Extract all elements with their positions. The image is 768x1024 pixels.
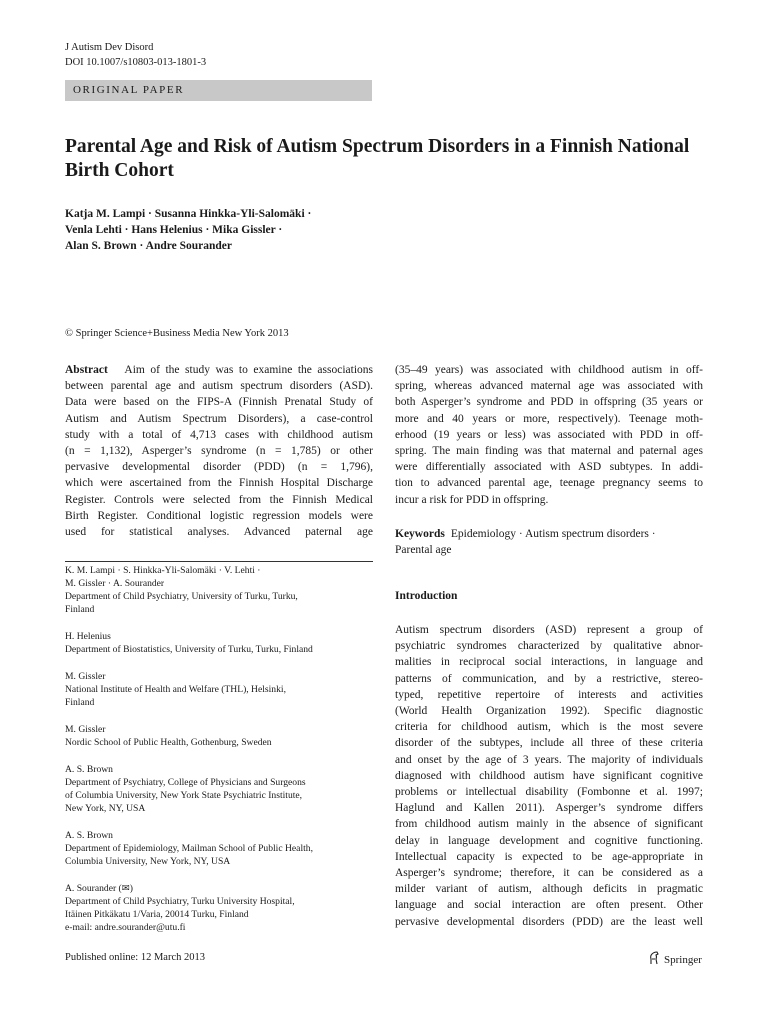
intro-line: Intellectual capacity is expected to be age-appropriate in: [395, 850, 703, 863]
affiliation-line: Finland: [65, 604, 95, 615]
paper-title: Parental Age and Risk of Autism Spectrum Disorders in a Finnish National Birth Cohort: [65, 136, 690, 181]
affiliation-line: M. Gissler: [65, 671, 106, 682]
affiliation-line: New York, NY, USA: [65, 803, 146, 814]
intro-line: Asperger’s syndrome; therefore, it can be considered as a: [395, 867, 703, 880]
affiliation-block: [65, 564, 373, 616]
abstract-line: spring. The main finding was that maternal and paternal ages: [395, 445, 703, 458]
affiliation-line: H. Helenius: [65, 631, 111, 642]
intro-line: psychiatric syndromes characterized by qualitative abnor-: [395, 640, 703, 653]
affiliation-block: [65, 630, 373, 656]
keywords-line: Parental age: [395, 544, 452, 557]
journal-name: J Autism Dev Disord: [65, 42, 154, 53]
affiliation-line: M. Gissler: [65, 724, 106, 735]
intro-line: Autism spectrum disorders (ASD) represent a group of: [395, 624, 703, 636]
affiliation-block: [65, 763, 373, 815]
intro-line: language and social interaction are often present. Other: [395, 899, 703, 912]
affiliation-line: Department of Epidemiology, Mailman School of Public Health,: [65, 843, 313, 854]
affiliation-line: Columbia University, New York, NY, USA: [65, 856, 231, 867]
affiliation-line: Nordic School of Public Health, Gothenburg, Sweden: [65, 737, 272, 748]
affiliation-line: of Columbia University, New York State Psychiatric Institute,: [65, 790, 303, 801]
abstract-line: Data were based on the FIPS-A (Finnish Prenatal Study of: [65, 396, 373, 409]
keywords-line: Epidemiology · Autism spectrum disorders ·: [450, 528, 656, 540]
article-type-banner: [65, 80, 372, 101]
affiliation-line: Finland: [65, 697, 95, 708]
affiliation-divider: [65, 561, 373, 562]
abstract-line: both Asperger’s syndrome and PDD in offspring (35 years or: [395, 396, 703, 409]
author-line: Alan S. Brown · Andre Sourander: [65, 240, 233, 252]
intro-line: patterns of communication, and by a restrictive, stereo-: [395, 672, 703, 685]
affiliation-line: A. Sourander (✉): [65, 883, 133, 894]
affiliation-line: A. S. Brown: [65, 764, 113, 775]
intro-line: delay in language development and cognitive functioning.: [395, 834, 703, 847]
affiliation-block: [65, 670, 373, 709]
affiliation-block: [65, 723, 373, 749]
abstract-line: spring, whereas advanced maternal age was associated with: [395, 380, 703, 393]
published-date: Published online: 12 March 2013: [65, 952, 205, 963]
abstract-line: used for statistical analyses. Advanced paternal age: [65, 526, 373, 539]
author-line: Katja M. Lampi · Susanna Hinkka-Yli-Salomäki ·: [65, 208, 312, 220]
affiliation-line: K. M. Lampi · S. Hinkka-Yli-Salomäki · V. Lehti ·: [65, 565, 261, 576]
affiliation-line: National Institute of Health and Welfare (THL), Helsinki,: [65, 684, 286, 695]
doi-text[interactable]: DOI 10.1007/s10803-013-1801-3: [65, 57, 207, 68]
abstract-line: tion to advanced parental age, teenage pregnancy seems to: [395, 477, 703, 490]
intro-line: Haglund and Kallen 2011). Asperger’s syndrome differs: [395, 802, 703, 815]
article-type-label: ORIGINAL PAPER: [73, 84, 185, 96]
abstract-line: pervasive developmental disorder (PDD) (n = 1,796),: [65, 461, 373, 474]
abstract-line: Abstract Aim of the study was to examine the associations: [65, 364, 374, 376]
abstract-line: Birth Register. Conditional logistic regression models were: [65, 509, 373, 522]
springer-horse-icon: [648, 951, 661, 968]
abstract-line: (n = 1,132), Asperger’s syndrome (n = 1,785) or other: [65, 445, 373, 458]
journal-header: [65, 40, 206, 70]
abstract-line: erhood (19 years or less) was associated with PDD in off-: [395, 428, 703, 441]
abstract-line: (35–49 years) was associated with childhood autism in off-: [395, 364, 703, 376]
abstract-line: incur a risk for PDD in offspring.: [395, 493, 549, 506]
copyright-notice: © Springer Science+Business Media New York 2013: [65, 328, 289, 339]
intro-line: milder variant of autism, although deficits in pragmatic: [395, 883, 703, 896]
affiliation-line: Department of Child Psychiatry, University of Turku, Turku,: [65, 591, 298, 602]
publisher-name: Springer: [664, 953, 702, 966]
abstract-line: were differentially associated with ASD subtypes. In addi-: [395, 461, 703, 474]
affiliation-block: [65, 882, 373, 934]
affiliation-line: Department of Child Psychiatry, Turku University Hospital,: [65, 896, 295, 907]
intro-line: pervasive developmental disorders (PDD) are the least well: [395, 915, 703, 928]
intro-line: and onset by the age of 3 years. The majority of individuals: [395, 753, 703, 766]
abstract-line: study with a total of 4,713 cases with childhood autism: [65, 428, 373, 441]
abstract-line: Register. Controls were selected from the Finnish Medical: [65, 493, 373, 506]
abstract-line: between parental age and autism spectrum disorders (ASD).: [65, 380, 373, 393]
abstract-right-column: [395, 362, 703, 508]
affiliation-line: Department of Biostatistics, University of Turku, Turku, Finland: [65, 644, 313, 655]
intro-line: from childhood autism mainly in the absence of significant: [395, 818, 703, 831]
affiliation-line: M. Gissler · A. Sourander: [65, 578, 165, 589]
intro-line: disorder of the subtypes, include all three of these criteria: [395, 737, 703, 750]
affiliations: [65, 564, 373, 948]
intro-line: (World Health Organization 1992). Specific diagnostic: [395, 705, 703, 718]
keywords-label: Keywords: [395, 528, 445, 540]
keywords-block: [395, 526, 703, 558]
intro-line: typed, repetitive repertoire of interests and activities: [395, 688, 703, 701]
abstract-line: which were ascertained from the Finnish Hospital Discharge: [65, 477, 373, 490]
abstract-left-column: [65, 362, 373, 540]
section-heading-introduction: Introduction: [395, 590, 458, 602]
introduction-text: [395, 622, 703, 930]
intro-line: malities in reciprocal social interactions, in language and: [395, 656, 703, 669]
affiliation-line: A. S. Brown: [65, 830, 113, 841]
abstract-line: Autism and Autism Spectrum Disorders), a case-control: [65, 412, 373, 425]
intro-line: problems or intellectual disability (Fombonne et al. 1997;: [395, 786, 703, 799]
author-list: [65, 206, 565, 254]
abstract-label: Abstract: [65, 364, 108, 376]
email-link[interactable]: e-mail: andre.sourander@utu.fi: [65, 922, 186, 933]
publisher-logo: [648, 951, 702, 968]
intro-line: diagnosed with childhood autism have significant cognitive: [395, 769, 703, 782]
abstract-line: more and 40 years or more, respectively). Teenage moth-: [395, 412, 703, 425]
affiliation-line: Department of Psychiatry, College of Physicians and Surgeons: [65, 777, 306, 788]
affiliation-line: Itäinen Pitkäkatu 1/Varia, 20014 Turku, Finland: [65, 909, 249, 920]
author-line: Venla Lehti · Hans Helenius · Mika Gissler ·: [65, 224, 283, 236]
affiliation-block: [65, 829, 373, 868]
intro-line: criteria for childhood autism, which is the most severe: [395, 721, 703, 734]
